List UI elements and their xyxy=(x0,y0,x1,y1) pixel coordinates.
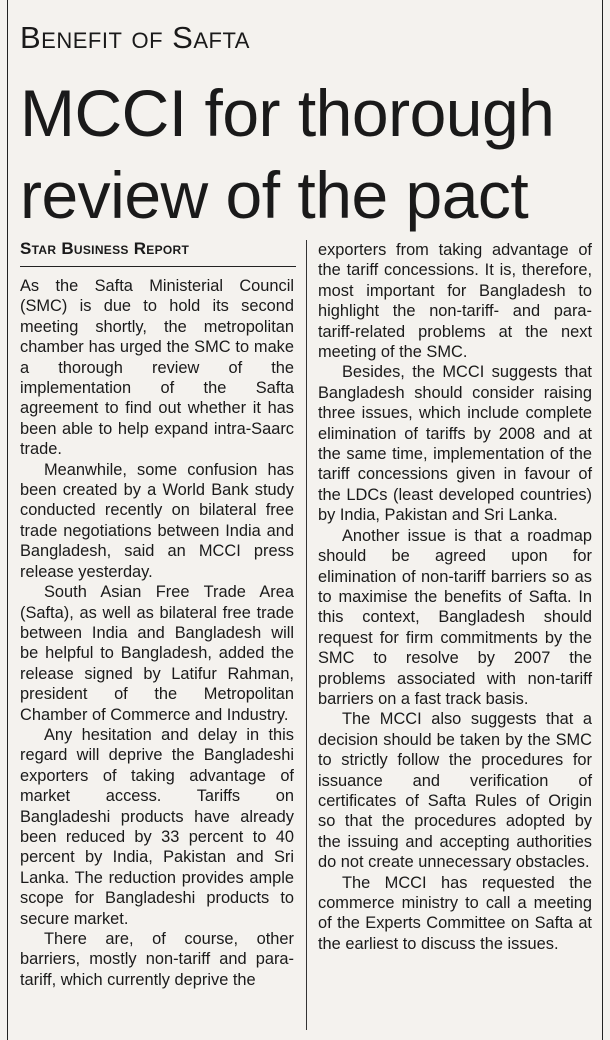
article-column-1 xyxy=(20,276,294,990)
column1-paragraph-3: South Asian Free Trade Area (Safta), as well as bilateral free trade between India and Bangladesh will be helpful to Bangladesh, added the release signed by Latifur Rahman, president of the Metropolitan Chamber of Commerce and Industry. xyxy=(20,583,294,724)
column1-paragraph-4: Any hesitation and delay in this regard will deprive the Bangladeshi exporters of taking advantage of market access. Tariffs on Bangladeshi products have already been reduced by 33 percent to 40 percent by India, Pakistan and Sri Lanka. The reduction provides ample scope for Bangladeshi products to secure market. xyxy=(20,725,294,928)
column2-paragraph-2: Besides, the MCCI suggests that Bangladesh should consider raising three issues, which include complete elimination of tariffs by 2008 and at the same time, implementation of the tariff concessions given in favour of the LDCs (least developed countries) by India, Pakistan and Sri Lanka. xyxy=(318,363,592,525)
article-kicker: Benefit of Safta xyxy=(20,20,250,55)
left-border-rule xyxy=(7,0,8,1040)
right-border-rule xyxy=(602,0,603,1040)
article-column-2 xyxy=(318,240,592,954)
column1-paragraph-1: As the Safta Ministerial Council (SMC) is due to hold its second meeting shortly, the metropolitan chamber has urged the SMC to make a thorough review of the implementation of the Safta agreement to find out whether it has been able to help expand intra-Saarc trade. xyxy=(20,277,294,459)
headline-line-1: MCCI for thorough xyxy=(20,76,555,150)
column1-paragraph-5: There are, of course, other barriers, mostly non-tariff and para-tariff, which currently deprive the xyxy=(20,930,294,989)
byline-rule xyxy=(20,266,296,267)
column2-paragraph-3: Another issue is that a roadmap should be agreed upon for elimination of non-tariff barriers so as to maximise the benefits of Safta. In this context, Bangladesh should request for firm commitments by the SMC to resolve by 2007 the problems associated with non-tariff barriers on a fast track basis. xyxy=(318,526,592,708)
column2-paragraph-4: The MCCI also suggests that a decision should be taken by the SMC to strictly follow the procedures for issuance and verification of certificates of Safta Rules of Origin so that the procedures adopted by the issuing and accepting authorities do not create unnecessary obstacles. xyxy=(318,710,592,872)
column2-paragraph-5: The MCCI has requested the commerce ministry to call a meeting of the Experts Committee on Safta at the earliest to discuss the issues. xyxy=(318,873,592,953)
column1-paragraph-2: Meanwhile, some confusion has been created by a World Bank study conducted recently on bilateral free trade negotiations between India and Bangladesh, said an MCCI press release yesterday. xyxy=(20,460,294,581)
column-divider xyxy=(306,240,307,1030)
byline: Star Business Report xyxy=(20,239,190,258)
article-headline xyxy=(20,72,600,236)
headline-line-2: review of the pact xyxy=(20,158,529,232)
column2-paragraph-1: exporters from taking advantage of the tariff concessions. It is, therefore, most important for Bangladesh to highlight the non-tariff- and para-tariff-related problems at the next meeting of the SMC. xyxy=(318,241,592,362)
